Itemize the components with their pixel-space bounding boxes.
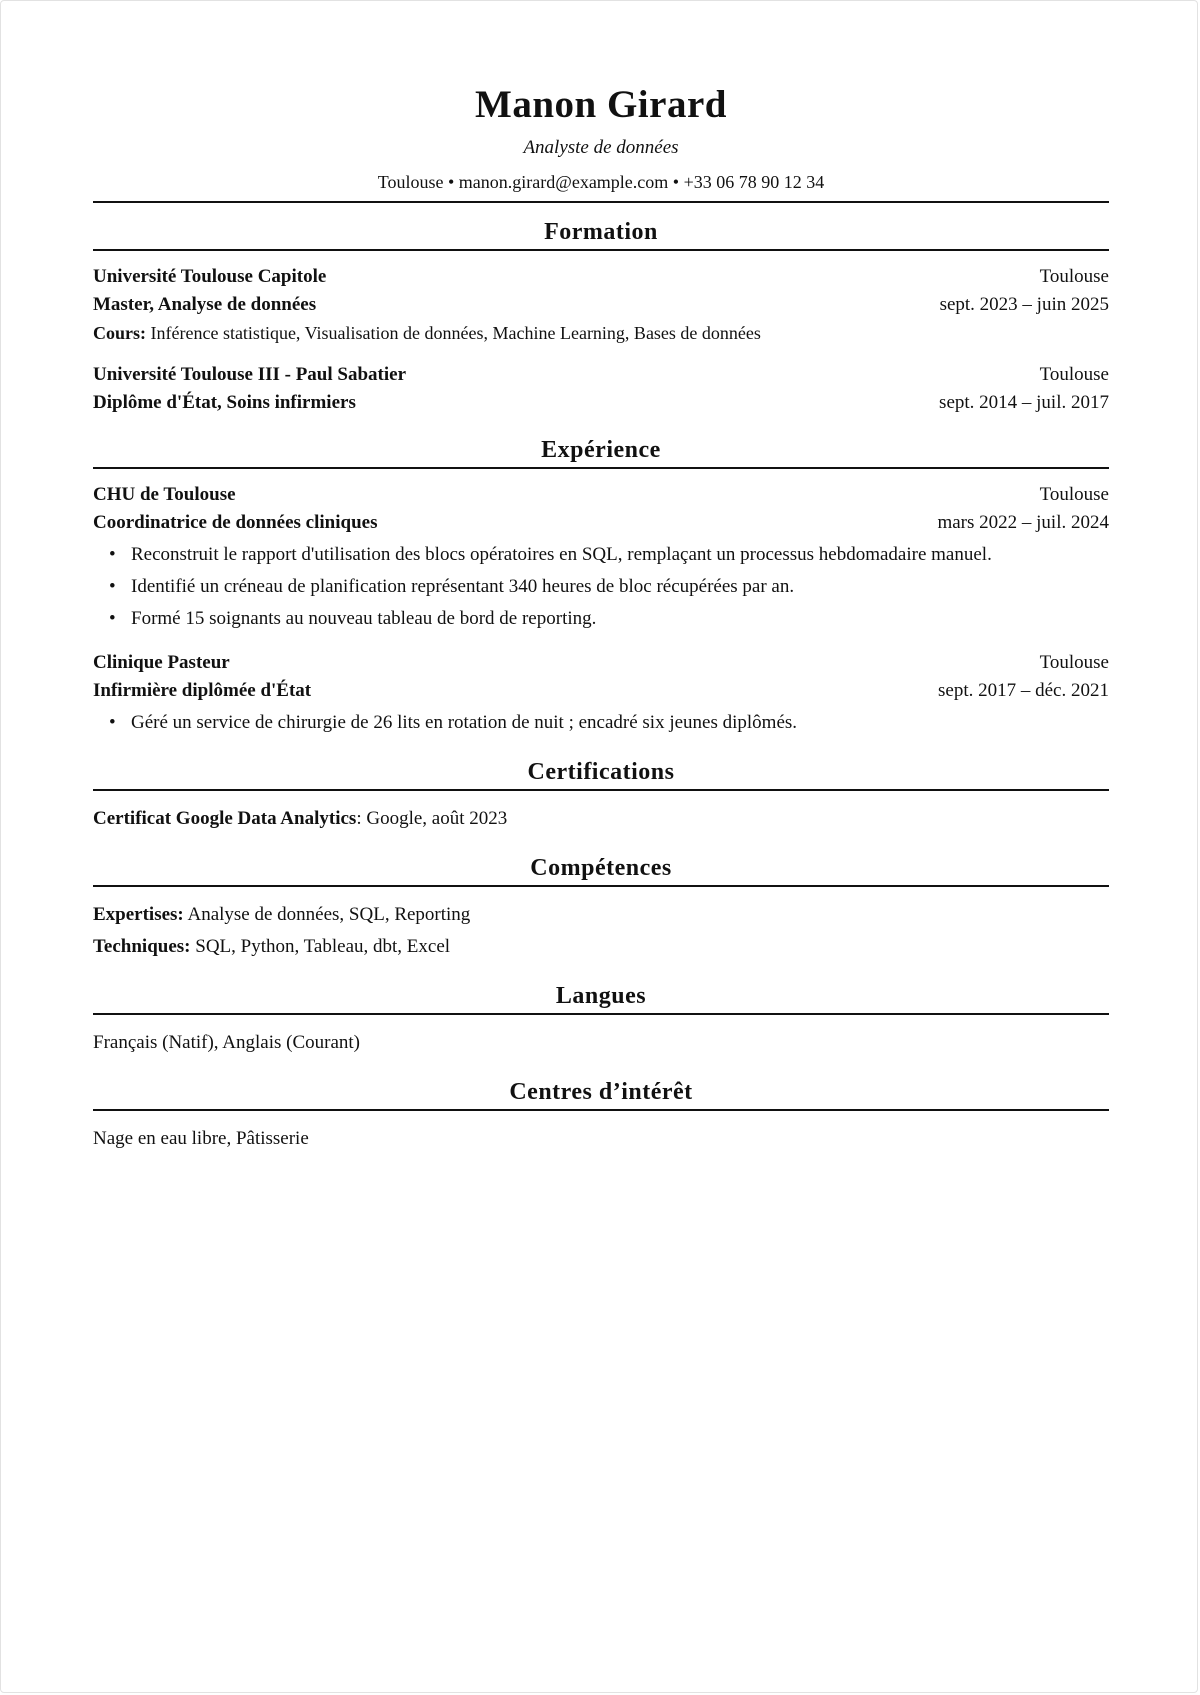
- school-location: Toulouse: [1039, 364, 1109, 385]
- degree-dates: sept. 2014 – juil. 2017: [939, 392, 1109, 413]
- courses-line: [93, 319, 1109, 347]
- section-title-langues: Langues: [93, 967, 1109, 1015]
- expertises-text: Analyse de données, SQL, Reporting: [187, 904, 471, 925]
- job-role: Coordinatrice de données cliniques: [93, 512, 378, 533]
- bullet-item: • Formé 15 soignants au nouveau tableau de bord de reporting.: [131, 603, 1109, 635]
- degree-dates: sept. 2023 – juin 2025: [939, 294, 1109, 315]
- experience-entry: [93, 649, 1109, 739]
- employer-name: Clinique Pasteur: [93, 652, 230, 673]
- certification-item: [93, 803, 1109, 835]
- section-title-interets: Centres d’intérêt: [93, 1063, 1109, 1111]
- education-entry: [93, 263, 1109, 347]
- employer-location: Toulouse: [1039, 484, 1109, 505]
- employer-location: Toulouse: [1039, 652, 1109, 673]
- section-formation: [93, 203, 1109, 417]
- section-title-certifications: Certifications: [93, 743, 1109, 791]
- certification-detail: : Google, août 2023: [356, 808, 508, 829]
- techniques-text: SQL, Python, Tableau, dbt, Excel: [195, 936, 451, 957]
- job-role: Infirmière diplômée d'État: [93, 680, 312, 701]
- techniques-line: [93, 931, 1109, 963]
- job-dates: mars 2022 – juil. 2024: [937, 512, 1109, 533]
- bullet-list: [93, 539, 1109, 635]
- degree-name: Diplôme d'État, Soins infirmiers: [93, 392, 356, 413]
- contact-line: Toulouse • manon.girard@example.com • +33 06 78 90 12 34: [93, 169, 1109, 203]
- employer-name: CHU de Toulouse: [93, 484, 236, 505]
- section-title-formation: Formation: [93, 203, 1109, 251]
- expertises-line: [93, 899, 1109, 931]
- bullet-list: [93, 707, 1109, 739]
- job-dates: sept. 2017 – déc. 2021: [938, 680, 1109, 701]
- section-certifications: [93, 743, 1109, 835]
- expertises-label: Expertises:: [93, 904, 184, 925]
- section-experience: [93, 421, 1109, 739]
- section-title-experience: Expérience: [93, 421, 1109, 469]
- certification-name: Certificat Google Data Analytics: [93, 808, 357, 829]
- bullet-item: • Identifié un créneau de planification représentant 340 heures de bloc récupérées par an.: [131, 571, 1109, 603]
- resume-content: [93, 77, 1109, 1155]
- degree-name: Master, Analyse de données: [93, 294, 317, 315]
- school-location: Toulouse: [1039, 266, 1109, 287]
- education-entry: [93, 361, 1109, 417]
- section-competences: [93, 839, 1109, 963]
- experience-entry: [93, 481, 1109, 635]
- section-langues: [93, 967, 1109, 1059]
- section-title-competences: Compétences: [93, 839, 1109, 887]
- school-name: Université Toulouse Capitole: [93, 266, 327, 287]
- interets-text: Nage en eau libre, Pâtisserie: [93, 1128, 309, 1149]
- bullet-item: • Reconstruit le rapport d'utilisation des blocs opératoires en SQL, remplaçant un processus hebdomadaire manuel.: [131, 539, 1109, 571]
- langues-text: Français (Natif), Anglais (Courant): [93, 1032, 360, 1053]
- school-name: Université Toulouse III - Paul Sabatier: [93, 364, 407, 385]
- candidate-name: Manon Girard: [475, 83, 727, 126]
- section-interets: [93, 1063, 1109, 1155]
- courses-text: Inférence statistique, Visualisation de données, Machine Learning, Bases de données: [150, 323, 761, 343]
- courses-label: Cours:: [93, 323, 146, 343]
- resume-header: [93, 77, 1109, 203]
- techniques-label: Techniques:: [93, 936, 191, 957]
- candidate-title: Analyste de données: [523, 137, 679, 158]
- bullet-item: • Géré un service de chirurgie de 26 lits en rotation de nuit ; encadré six jeunes diplômés.: [131, 707, 1109, 739]
